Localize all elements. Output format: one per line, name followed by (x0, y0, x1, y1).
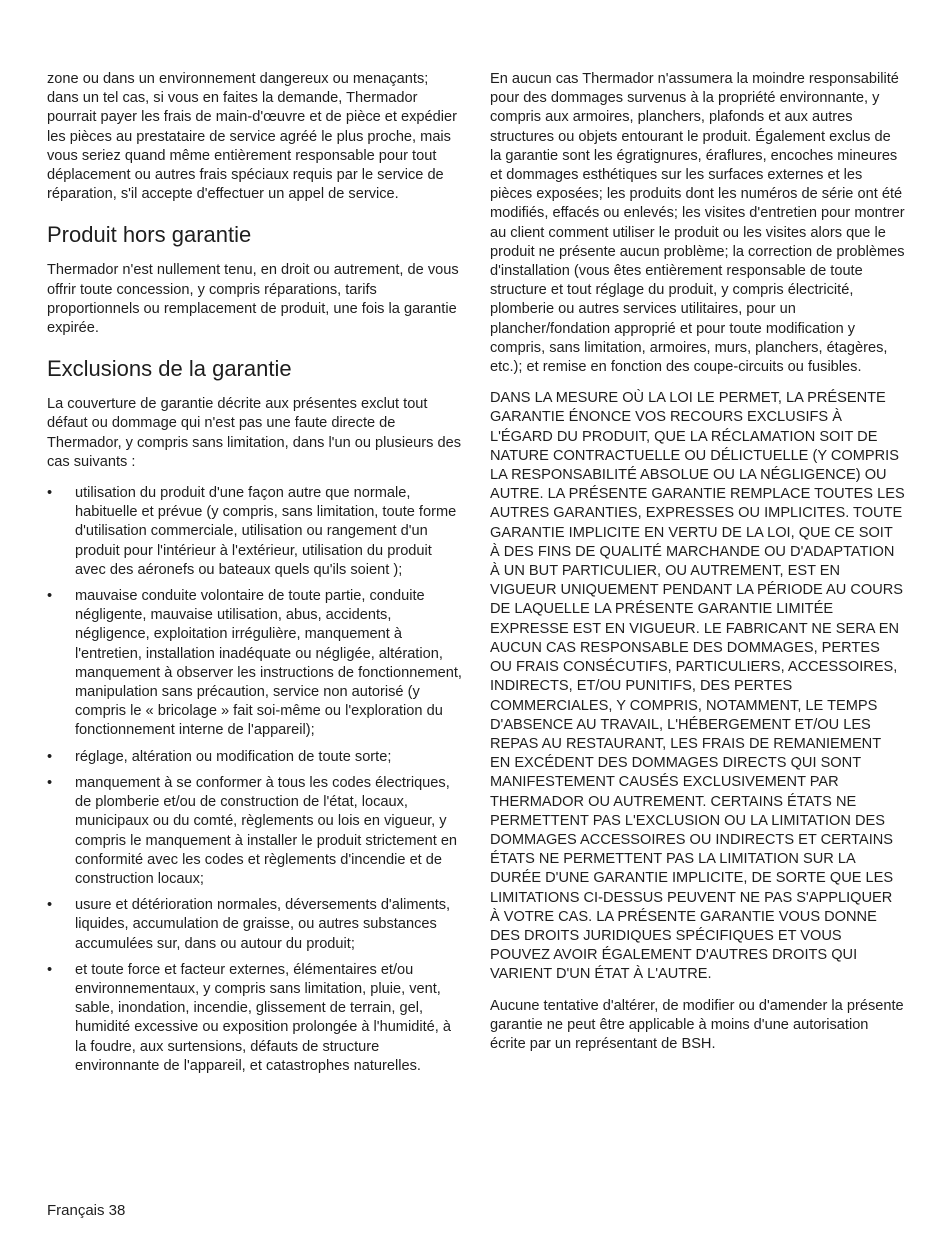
bullet-icon: • (47, 485, 53, 502)
continuation-paragraph: zone ou dans un environnement dangereux ou menaçants; dans un tel cas, si vous en faites la demande, Thermador pourrait payer les frais de main-d'œuvre et de pièce et expédier les pièces au prestataire de service agréé le plus proche, mais vous seriez quand même entièrement responsable pour tout déplacement ou autres frais spéciaux requis par le service de réparation, s'il accepte d'effectuer un appel de service. (47, 71, 457, 203)
list-item-text: réglage, altération ou modification de toute sorte; (75, 748, 392, 765)
exclusions-intro-paragraph: La couverture de garantie décrite aux présentes exclut tout défaut ou dommage qui n'est pas une faute directe de Thermador, y compris sans limitation, dans l'un ou plusieurs des cas suivants : (47, 396, 462, 470)
bullet-icon: • (47, 897, 53, 914)
page-footer: Français 38 (47, 1202, 126, 1219)
bullet-icon: • (47, 774, 53, 791)
bullet-icon: • (47, 588, 53, 605)
heading-produit-hors-garantie: Produit hors garantie (47, 222, 252, 248)
exclusions-list (47, 484, 462, 1076)
list-item (47, 896, 462, 954)
bullet-icon: • (47, 748, 53, 765)
list-item (47, 961, 462, 1076)
list-item (47, 748, 462, 767)
list-item (47, 587, 462, 741)
responsabilite-paragraph: En aucun cas Thermador n'assumera la moindre responsabilité pour des dommages survenus à la propriété environnante, y compris aux armoires, planchers, plafonds et aux autres structures ou objets entourant le produit. Également exclus de la garantie sont les égratignures, éraflures, encoches mineures et dommages esthétiques sur les surfaces externes et les pièces exposées; les produits dont les numéros de série ont été modifiés, effacés ou enlevés; les visites d'entretien pour montrer au client comment utiliser le produit ou les visites alors que le produit ne présente aucun problème; la correction de problèmes d'installation (vous êtes entièrement responsable de toute structure et tout réglage du produit, y compris électricité, plomberie ou autres services utilitaires, pour un plancher/fondation approprié et pour toute modification y compris, sans limitation, armoires, murs, planchers, étagères, etc.); et remise en fonction des coupe-circuits ou fusibles. (490, 71, 905, 376)
produit-hors-garantie-paragraph: Thermador n'est nullement tenu, en droit ou autrement, de vous offrir toute concession, y compris réparations, tarifs proportionnels ou remplacement de produit, une fois la garantie expirée. (47, 262, 459, 337)
list-item-text: utilisation du produit d'une façon autre que normale, habituelle et prévue (y compris, sans limitation, toute forme d'utilisation commerciale, utilisation ou rangement d'un produit pour l'intérieur à l'extérieur, utilisation du produit avec des aéronefs ou bateaux quels qu'ils soient ); (75, 485, 457, 578)
legal-disclaimer-paragraph: DANS LA MESURE OÙ LA LOI LE PERMET, LA PRÉSENTE GARANTIE ÉNONCE VOS RECOURS EXCLUSIFS À L'ÉGARD DU PRODUIT, QUE LA RÉCLAMATION SOIT DE NATURE CONTRACTUELLE OU DÉLICTUELLE (Y COMPRIS LA RESPONSABILITÉ ABSOLUE OU LA NÉGLIGENCE) OU AUTRE. LA PRÉSENTE GARANTIE REMPLACE TOUTES LES AUTRES GARANTIES, EXPRESSES OU IMPLICITES. TOUTE GARANTIE IMPLICITE EN VERTU DE LA LOI, QUE CE SOIT À DES FINS DE QUALITÉ MARCHANDE OU D'ADAPTATION À UN BUT PARTICULIER, OU AUTREMENT, EST EN VIGUEUR UNIQUEMENT PENDANT LA PÉRIODE AU COURS DE LAQUELLE LA PRÉSENTE GARANTIE LIMITÉE EXPRESSE EST EN VIGUEUR. LE FABRICANT NE SERA EN AUCUN CAS RESPONSABLE DES DOMMAGES, PERTES OU FRAIS CONSÉCUTIFS, PARTICULIERS, ACCESSOIRES, INDIRECTS, ET/OU PUNITIFS, DES PERTES COMMERCIALES, Y COMPRIS, NOTAMMENT, LE TEMPS D'ABSENCE AU TRAVAIL, L'HÉBERGEMENT ET/OU LES REPAS AU RESTAURANT, LES FRAIS DE REMANIEMENT EN EXCÉDENT DES DOMMAGES DIRECTS QUI SONT MANIFESTEMENT CAUSÉS EXCLUSIVEMENT PAR THERMADOR OU AUTREMENT. CERTAINS ÉTATS NE PERMETTENT PAS L'EXCLUSION OU LA LIMITATION DES DOMMAGES ACCESSOIRES OU INDIRECTS ET CERTAINS ÉTATS NE PERMETTENT PAS LA LIMITATION SUR LA DURÉE D'UNE GARANTIE IMPLICITE, DE SORTE QUE LES LIMITATIONS CI-DESSUS PEUVENT NE PAS S'APPLIQUER À VOTRE CAS. LA PRÉSENTE GARANTIE VOUS DONNE DES DROITS JURIDIQUES SPÉCIFIQUES ET VOUS POUVEZ AVOIR ÉGALEMENT D'AUTRES DROITS QUI VARIENT D'UN ÉTAT À L'AUTRE. (490, 390, 905, 983)
list-item-text: manquement à se conformer à tous les codes électriques, de plomberie et/ou de construction de l'état, locaux, municipaux ou du comté, règlements ou lois en vigueur, y compris le manquement à installer le produit strictement en conformité avec les codes et règlements d'incendie et de construction locaux; (75, 774, 458, 887)
left-column (47, 70, 462, 1083)
tentative-paragraph: Aucune tentative d'altérer, de modifier ou d'amender la présente garantie ne peut être applicable à moins d'une autorisation écrite par un représentant de BSH. (490, 997, 904, 1052)
heading-exclusions-garantie: Exclusions de la garantie (47, 356, 292, 382)
list-item (47, 484, 462, 580)
list-item (47, 774, 462, 889)
list-item-text: usure et détérioration normales, déversements d'aliments, liquides, accumulation de graisse, ou autres substances accumulées sur, dans ou autour du produit; (75, 897, 451, 952)
right-column (490, 70, 905, 1054)
list-item-text: et toute force et facteur externes, élémentaires et/ou environnementaux, y compris sans limitation, pluie, vent, sable, inondation, incendie, glissement de terrain, gel, humidité excessive ou exposition prolongée à l'humidité, à la foudre, aux surtensions, défauts de structure environnante de l'appareil, et catastrophes naturelles. (75, 961, 451, 1074)
bullet-icon: • (47, 961, 53, 978)
list-item-text: mauvaise conduite volontaire de toute partie, conduite négligente, mauvaise utilisation, abus, accidents, négligence, exploitation irrégulière, manquement à l'entretien, installation inadéquate ou négligée, altération, manquement à observer les instructions de fonctionnement, manipulation sans précaution, service non autorisé (y compris le « bricolage » fait soi-même ou l'exploration du fonctionnement interne de l'appareil); (75, 588, 462, 739)
